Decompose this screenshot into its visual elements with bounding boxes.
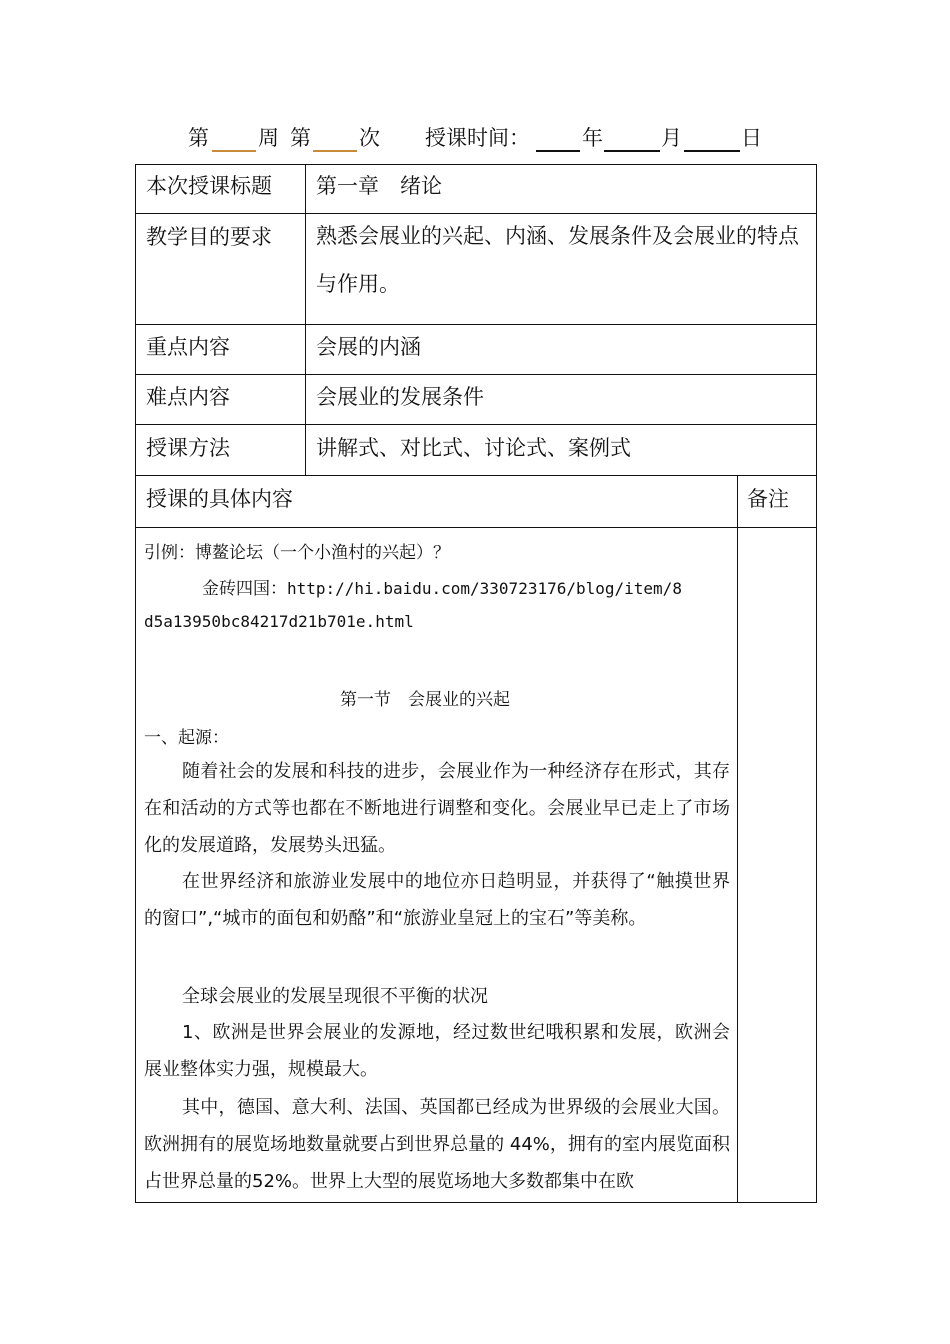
link-url-part1[interactable]: http://hi.baidu.com/330723176/blog/item/8 xyxy=(287,579,682,598)
paragraph: 随着社会的发展和科技的进步，会展业作为一种经济存在形式，其存在和活动的方式等也都在不断地进行调整和变化。会展业早已走上了市场化的发展道路，发展势头迅猛。 xyxy=(144,761,730,856)
day-blank xyxy=(684,150,740,152)
link-label: 金砖四国： xyxy=(202,579,287,599)
difficulties-label: 难点内容 xyxy=(146,385,230,409)
content-header: 授课的具体内容 xyxy=(146,487,293,511)
objectives-value: 熟悉会展业的兴起、内涵、发展条件及会展业的特点与作用。 xyxy=(316,224,799,296)
paragraph: 其中，德国、意大利、法国、英国都已经成为世界级的会展业大国。欧洲拥有的展览场地数量就要占到世界总量的 44%，拥有的室内展览面积占世界总量的52%。世界上大型的展览场地大多数都集中在欧 xyxy=(144,1097,730,1192)
row-divider xyxy=(135,324,817,325)
objectives-label: 教学目的要求 xyxy=(146,225,272,249)
session-suffix: 次 xyxy=(359,126,380,150)
intro-case: 引例：博鳌论坛（一个小渔村的兴起）？ xyxy=(144,543,450,563)
month-blank xyxy=(604,150,660,152)
column-divider xyxy=(305,164,306,475)
key-points-label: 重点内容 xyxy=(146,335,230,359)
difficulties-value: 会展业的发展条件 xyxy=(316,385,484,409)
title-label: 本次授课标题 xyxy=(146,174,272,198)
subsection-heading: 一、起源： xyxy=(144,728,229,748)
bric-reference xyxy=(202,574,682,599)
schedule-header xyxy=(0,118,950,158)
week-suffix: 周 xyxy=(258,126,279,150)
link-url-part2[interactable]: d5a13950bc84217d21b701e.html xyxy=(144,612,414,631)
row-divider xyxy=(135,527,817,528)
paragraph: 在世界经济和旅游业发展中的地位亦日趋明显，并获得了“触摸世界的窗口”,“城市的面包和奶酪”和“旅游业皇冠上的宝石”等美称。 xyxy=(144,871,730,929)
year-label: 年 xyxy=(582,126,603,150)
methods-label: 授课方法 xyxy=(146,436,230,460)
session-blank xyxy=(313,150,357,152)
title-value: 第一章 绪论 xyxy=(316,174,442,198)
row-divider xyxy=(135,475,817,476)
paragraph: 全球会展业的发展呈现很不平衡的状况 xyxy=(182,986,488,1007)
month-label: 月 xyxy=(661,126,682,150)
section-title: 第一节 会展业的兴起 xyxy=(340,690,510,710)
notes-divider xyxy=(737,475,738,1203)
time-label: 授课时间： xyxy=(425,126,530,150)
row-divider xyxy=(135,424,817,425)
key-points-value: 会展的内涵 xyxy=(316,335,421,359)
paragraph: 1、欧洲是世界会展业的发源地，经过数世纪哦积累和发展，欧洲会展业整体实力强，规模最大。 xyxy=(144,1022,730,1080)
week-prefix: 第 xyxy=(188,126,209,150)
year-blank xyxy=(536,150,580,152)
methods-value: 讲解式、对比式、讨论式、案例式 xyxy=(316,436,631,460)
row-divider xyxy=(135,374,817,375)
week-blank xyxy=(212,150,256,152)
day-label: 日 xyxy=(741,126,762,150)
notes-header: 备注 xyxy=(747,487,789,511)
session-prefix: 第 xyxy=(290,126,311,150)
